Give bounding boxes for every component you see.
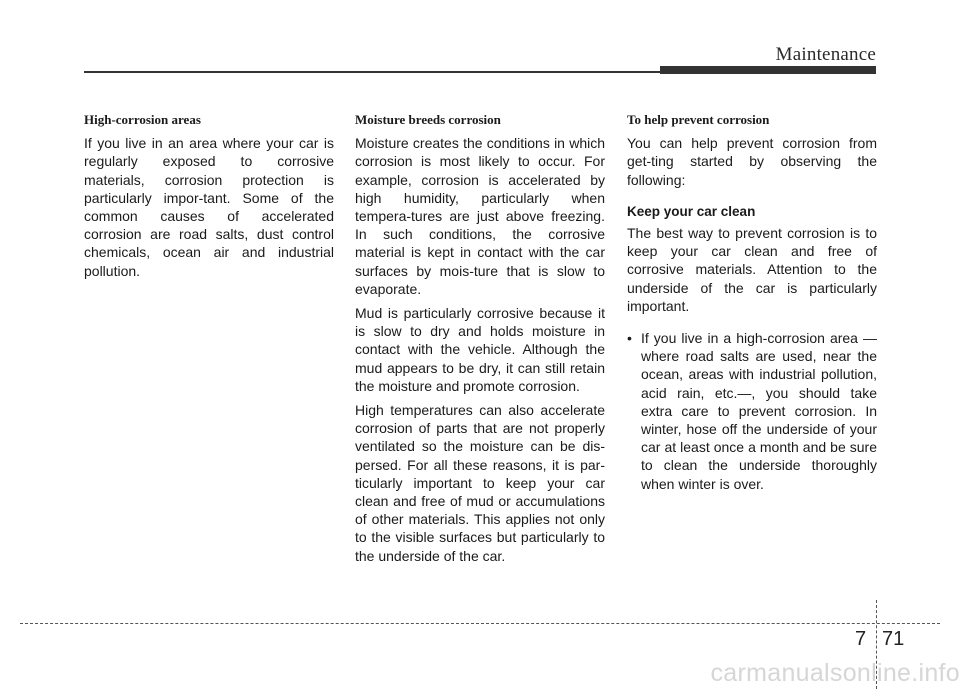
header-title: Maintenance <box>775 44 876 65</box>
footer-divider <box>20 623 940 624</box>
chapter-number: 7 <box>855 628 867 650</box>
column-left <box>84 111 334 286</box>
bullet-item <box>627 329 877 493</box>
header-rule-thick <box>660 66 876 74</box>
paragraph: The best way to prevent corrosion is to keep your car clean and free of corrosive materials. Attention to the underside of the car is particularly important. <box>627 225 877 314</box>
paragraph: If you live in an area where your car is regularly exposed to corrosive materials, corrosion protection is particularly impor-tant. Some of the common causes of accelerated corrosion are road salts, dust control chemicals, ocean air and industrial pollution. <box>84 135 334 279</box>
bullet-icon: • <box>627 330 632 347</box>
bullet-text: If you live in a high-corrosion area — where road salts are used, near the ocean, areas with industrial pollution, acid rain, etc.—, you should take extra care to prevent corrosion. In winter, hose off the underside of your car at least once a month and be sure to clean the underside thoroughly when winter is over. <box>641 330 877 492</box>
paragraph: You can help prevent corrosion from get-ting started by observing the following: <box>627 135 877 188</box>
column-middle <box>355 111 605 571</box>
paragraph: High temperatures can also accelerate corrosion of parts that are not properly ventilated so the moisture can be dis-persed. For all these reasons, it is par-ticularly important to keep your car clean and free of mud or accumulations of other materials. This applies not only to the visible surfaces but particularly to the underside of the car. <box>355 402 605 564</box>
paragraph: Mud is particularly corrosive because it is slow to dry and holds moisture in contact with the vehicle. Although the mud appears to be dry, it can still retain the moisture and promote corrosion. <box>355 305 605 394</box>
page-number: 71 <box>882 628 905 650</box>
section-heading: Moisture breeds corrosion <box>355 112 501 127</box>
paragraph: Moisture creates the conditions in which corrosion is most likely to occur. For example, corrosion is accelerated by high humidity, particularly when tempera-tures are just above freezing. In such conditions, the corrosive material is kept in contact with the car surfaces by mois-ture that is slow to evaporate. <box>355 135 605 297</box>
section-heading: To help prevent corrosion <box>627 112 770 127</box>
header-rule-thin <box>84 71 660 73</box>
section-heading: High-corrosion areas <box>84 112 201 127</box>
subsection-heading: Keep your car clean <box>627 203 756 219</box>
column-right <box>627 111 877 493</box>
watermark: carmanualsonline.info <box>710 659 960 687</box>
